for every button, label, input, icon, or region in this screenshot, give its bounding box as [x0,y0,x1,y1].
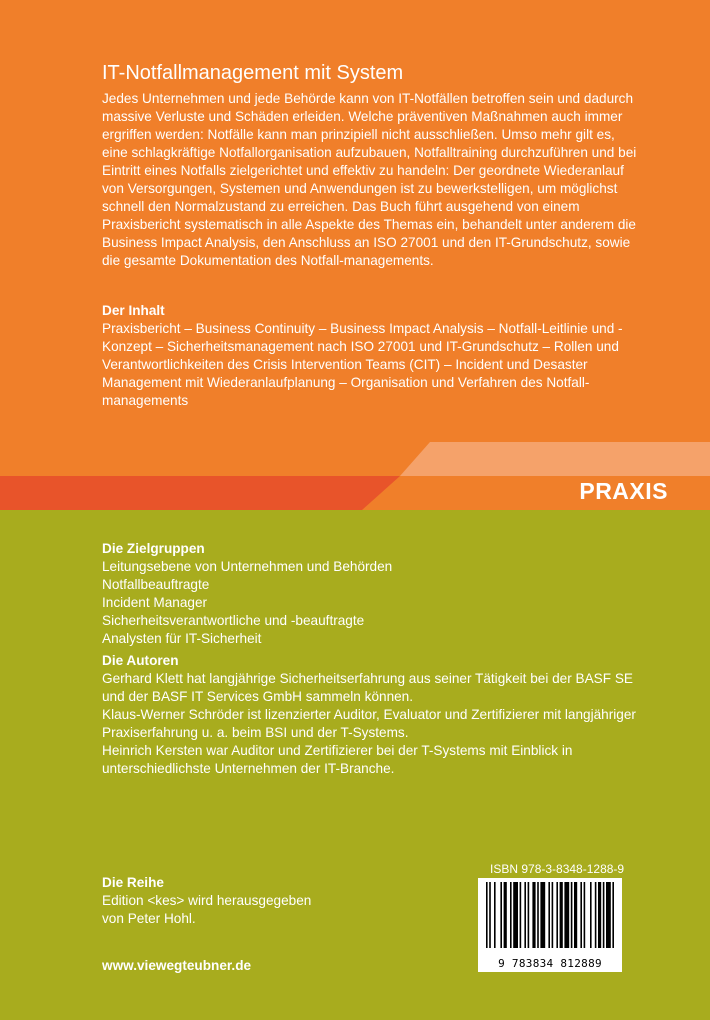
isbn-barcode [478,878,622,972]
autoren-section [102,652,642,778]
reihe-section [102,874,402,928]
barcode-bar [584,882,586,948]
barcode-bar [552,882,554,948]
list-item: Sicherheitsverantwortliche und -beauftragte [102,613,365,628]
barcode-bar [513,882,518,948]
barcode-bar [606,882,611,948]
reihe-line: von Peter Hohl. [102,911,196,926]
page-title: IT-Notfallmanagement mit System [102,62,404,84]
reihe-line: Edition <kes> wird herausgegeben [102,893,312,908]
list-item: Notfallbeauftragte [102,577,210,592]
barcode-bar [574,882,577,948]
barcode-bar [560,882,563,948]
list-item: Analysten für IT-Sicherheit [102,631,262,646]
autoren-heading: Die Autoren [102,653,179,668]
inhalt-heading: Der Inhalt [102,303,165,318]
barcode-bar [580,882,582,948]
barcode-bar [612,882,614,948]
barcode-bar [532,882,535,948]
barcode-digits: 9 783834 812889 [498,957,602,970]
barcode-bar [548,882,550,948]
autoren-paragraph: Klaus-Werner Schröder ist lizenzierter Auditor, Evaluator und Zertifizierer mit langjähriger Praxiserfahrung u. a. beim BSI und der T-Systems. [102,707,636,740]
list-item: Incident Manager [102,595,208,610]
list-item: Leitungsebene von Unternehmen und Behörden [102,559,393,574]
barcode-bar [528,882,530,948]
reihe-heading: Die Reihe [102,875,164,890]
barcode-bar [504,882,507,948]
barcode-bar [494,882,496,948]
autoren-paragraph: Heinrich Kersten war Auditor und Zertifizierer bei der T-Systems mit Einblick in unterschiedlichste Unternehmen der IT-Branche. [102,743,573,776]
barcode-bar [556,882,558,948]
barcode-bar [603,882,605,948]
autoren-paragraph: Gerhard Klett hat langjährige Sicherheitserfahrung aus seiner Tätigkeit bei der BASF SE und der BASF IT Services GmbH sammeln können. [102,671,633,704]
barcode-bar [571,882,573,948]
intro-paragraph: Jedes Unternehmen und jede Behörde kann von IT-Notfällen betroffen sein und dadurch massive Verluste und Schäden erleiden. Welche präventiven Maßnahmen auch immer ergriffen werden: Notfälle kann man prinzipiell nicht ausschließen. Umso mehr gilt es, eine schlagkräftige Notfallorganisation aufzubauen, Notfalltraining durchzuführen und bei Eintritt eines Notfalls zielgerichtet und effektiv zu handeln: Der geordnete Wiederanlauf von Versorgungen, Systemen und Anwendungen ist zu bewerkstelligen, um möglichst schnell den Normalzustand zu erreichen. Das Buch führt ausgehend von einem Praxisbericht systematisch in alle Aspekte des Themas ein, behandelt unter anderem die Business Impact Analysis, den Anschluss an ISO 27001 und den IT-Grundschutz, sowie die gesamte Dokumentation des Notfall-managements. [102,91,637,268]
barcode-bar [598,882,601,948]
barcode-bar [486,882,488,948]
isbn-label: ISBN 978-3-8348-1288-9 [490,862,625,876]
zielgruppen-section [102,540,642,648]
praxis-badge: PRAXIS [579,478,668,504]
publisher-url-link[interactable]: www.viewegteubner.de [102,958,252,973]
intro-text-block [102,90,642,270]
barcode-bar [564,882,569,948]
zielgruppen-heading: Die Zielgruppen [102,541,205,556]
zielgruppen-list [102,558,642,648]
inhalt-text: Praxisbericht – Business Continuity – Business Impact Analysis – Notfall-Leitlinie und -Konzept – Sicherheitsmanagement nach ISO 27001 und IT-Grundschutz – Rollen und Verantwortlichkeiten des Crisis Intervention Teams (CIT) – Incident und Desaster Management mit Wiederanlaufplanung – Organisation und Verfahren des Notfall-managements [102,321,623,408]
barcode-bar [590,882,592,948]
barcode-bar [540,882,545,948]
barcode-bar [500,882,502,948]
inhalt-section [102,302,642,410]
barcode-bar [489,882,491,948]
barcode-bar [595,882,597,948]
barcode-bars [478,878,622,958]
barcode-bar [520,882,522,948]
barcode-bar [510,882,512,948]
barcode-bar [537,882,539,948]
barcode-bar [524,882,526,948]
